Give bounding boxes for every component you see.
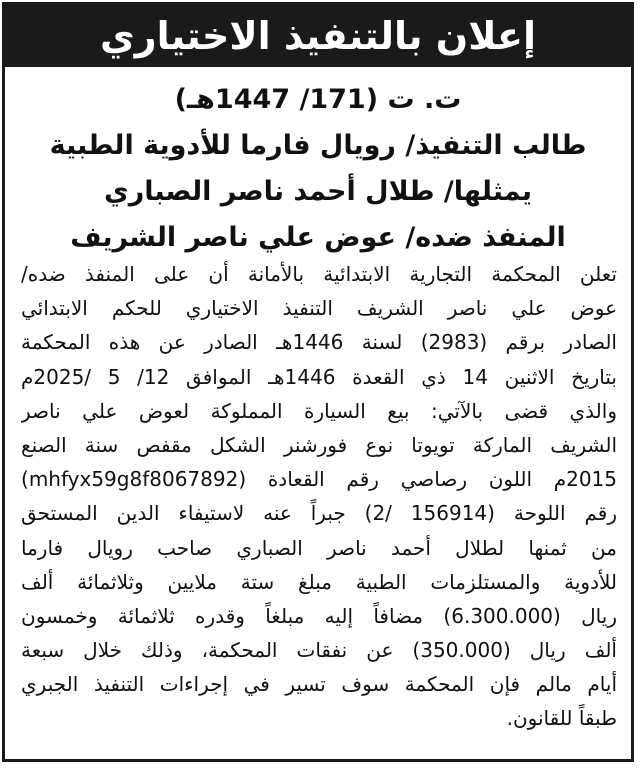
body-line: للأدوية والمستلزمات الطبية مبلغ ستة ملايين وثلاثمائة ألف	[21, 569, 617, 594]
notice-frame	[2, 2, 634, 762]
body-line: بتاريخ الاثنين 14 ذي القعدة 1446هـ الموافق 12/ 5 /2025م	[21, 364, 617, 389]
requester-representative: يمثلها/ طلال أحمد ناصر الصباري	[103, 176, 533, 207]
body-line: أيام مالم فإن المحكمة سوف تسير في إجراءات التنفيذ الجبري	[21, 672, 617, 697]
notice-header: إعلان بالتنفيذ الاختياري	[5, 5, 631, 67]
execution-requester: طالب التنفيذ/ رويال فارما للأدوية الطبية	[49, 130, 587, 161]
notice-body	[21, 257, 617, 736]
body-line: الصادر برقم (2983) لسنة 1446هـ الصادر عن هذه المحكمة	[21, 330, 617, 355]
body-line: رقم اللوحة (156914 /2) جبراً عنه لاستيفاء الدين المستحق	[21, 501, 617, 526]
body-line: 2015م اللون رصاصي رقم القعادة (mhfyx59g8f8067892)	[21, 467, 617, 492]
respondent: المنفذ ضده/ عوض علي ناصر الشريف	[70, 222, 566, 253]
body-line: ألف ريال (350.000) عن نفقات المحكمة، وذلك خلال سبعة	[21, 638, 617, 663]
body-line: والذي قضى بالآتي: بيع السيارة المملوكة لعوض علي ناصر	[21, 398, 617, 423]
notice-titles	[5, 77, 631, 261]
body-line: عوض علي ناصر الشريف التنفيذ الاختياري للحكم الابتدائي	[21, 296, 617, 321]
body-line: تعلن المحكمة التجارية الابتدائية بالأمانة أن على المنفذ ضده/	[21, 262, 617, 286]
case-number: ت. ت (171/ 1447هـ)	[174, 84, 462, 115]
body-line: ريال (6.300.000) مضافاً إليه مبلغاً وقدره ثلاثمائة وخمسون	[21, 603, 617, 628]
body-line-last: طبقاً للقانون.	[506, 706, 617, 731]
body-line: الشريف الماركة تويوتا نوع فورشنر الشكل مقفص سنة الصنع	[21, 432, 617, 457]
body-line: من ثمنها لطلال أحمد ناصر الصباري صاحب رويال فارما	[21, 535, 617, 560]
